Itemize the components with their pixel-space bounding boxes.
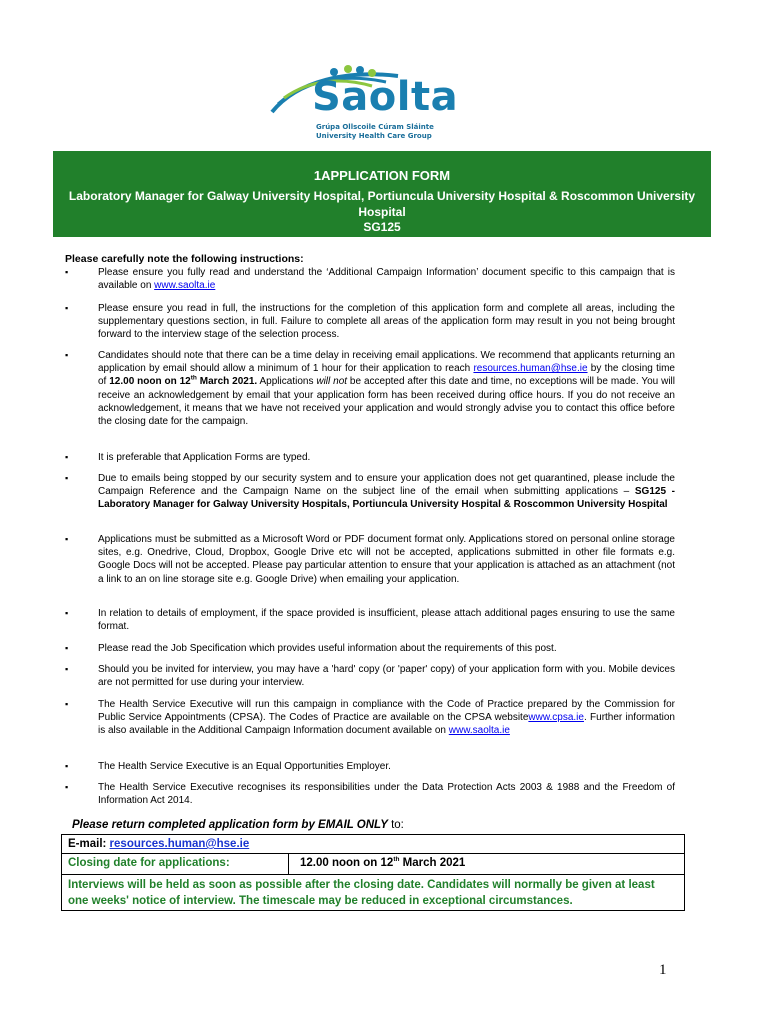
bullet-icon: ▪ [65, 761, 69, 771]
bullet-icon: ▪ [65, 303, 69, 313]
page-number: 1 [659, 962, 667, 978]
instruction-item: ▪ Should you be invited for interview, you may have a 'hard' copy (or 'paper' copy) of your application form with you. Mobile devices are not permitted for use during your interview. [65, 664, 675, 689]
saolta-link[interactable]: www.saolta.ie [154, 280, 216, 292]
bullet-icon: ▪ [65, 699, 69, 709]
bullet-icon: ▪ [65, 350, 69, 360]
saolta-logo [268, 62, 488, 144]
interview-note: Interviews will be held as soon as possible after the closing date. Candidates will normally be given at least one weeks' notice of interview. The timescale may be reduced in exceptional circumstances. [68, 879, 655, 907]
bullet-icon: ▪ [65, 534, 69, 544]
saolta-link[interactable]: www.saolta.ie [448, 725, 510, 737]
instruction-item: ▪ The Health Service Executive is an Equal Opportunities Employer. [65, 761, 391, 772]
instructions-heading: Please carefully note the following instructions: [65, 253, 304, 265]
bullet-icon: ▪ [65, 664, 69, 674]
closing-date-label: Closing date for applications: [68, 857, 230, 869]
instruction-item: ▪ Please ensure you fully read and understand the ‘Additional Campaign Information’ document specific to this campaign that is available on www.saolta.ie [65, 267, 675, 292]
bullet-icon: ▪ [65, 267, 69, 277]
cell-divider [288, 854, 289, 874]
bullet-icon: ▪ [65, 643, 69, 653]
closing-date-value: 12.00 noon on 12th March 2021 [300, 856, 466, 869]
logo-tagline-english: University Health Care Group [316, 132, 432, 140]
return-instruction: Please return completed application form by EMAIL ONLY to: [72, 819, 404, 831]
instruction-item: ▪ The Health Service Executive will run this campaign in compliance with the Code of Practice prepared by the Commission for Public Service Appointments (CPSA). The Codes of Practice are available on the CPSA websitewww.cpsa.ie. Further information is also available in the Additional Campaign Information document available on www.saolta.ie [65, 699, 675, 737]
instruction-item: ▪ The Health Service Executive recognises its responsibilities under the Data Protection Acts 2003 & 1988 and the Freedom of Information Act 2014. [65, 782, 675, 807]
job-title: Laboratory Manager for Galway University Hospital, Portiuncula University Hospital & Roscommon University Hospital [68, 189, 696, 219]
form-header [53, 151, 711, 237]
email-row: E-mail: resources.human@hse.ie [68, 838, 250, 850]
campaign-reference: SG125 [363, 220, 401, 234]
email-link[interactable]: resources.human@hse.ie [473, 363, 588, 375]
instruction-item: ▪ In relation to details of employment, if the space provided is insufficient, please attach additional pages ensuring to use the same format. [65, 608, 675, 633]
closing-date-row [62, 853, 684, 875]
submission-email-link[interactable]: resources.human@hse.ie [109, 838, 250, 850]
form-title: 1APPLICATION FORM [313, 168, 451, 183]
instruction-item: ▪ Please read the Job Specification which provides useful information about the requirements of this post. [65, 643, 557, 654]
cpsa-link[interactable]: www.cpsa.ie [528, 712, 584, 724]
instruction-item: ▪ Due to emails being stopped by our security system and to ensure your application does not get quarantined, please include the Campaign Reference and the Campaign Name on the subject line of the email when submitting applications – SG125 - Laboratory Manager for Galway University Hospitals, Portiuncula University Hospital & Roscommon University Hospital [65, 473, 676, 511]
bullet-icon: ▪ [65, 452, 69, 462]
bullet-icon: ▪ [65, 473, 69, 483]
logo-tagline-irish: Grúpa Ollscoile Cúram Sláinte [316, 123, 434, 131]
bullet-icon: ▪ [65, 608, 69, 618]
logo-wordmark: Saolta [312, 74, 459, 120]
bullet-icon: ▪ [65, 782, 69, 792]
instruction-item: ▪ Applications must be submitted as a Microsoft Word or PDF document format only. Applications stored on personal online storage sites, e.g. Onedrive, Cloud, Dropbox, Google Drive etc will not be accepted, applications submitted in other file formats e.g. Google Docs will not be accepted. Please pay particular attention to ensure that your application is attached as an attachment (not a link to an on line storage site e.g. Google Drive) when emailing your application. [65, 534, 675, 585]
instruction-item: ▪ It is preferable that Application Forms are typed. [65, 452, 311, 463]
submission-details-box [61, 834, 685, 911]
instruction-item: ▪ Candidates should note that there can be a time delay in receiving email applications. We recommend that applicants returning an application by email should allow a minimum of 1 hour for their application to reach resources.human@hse.ie by the closing time of 12.00 noon on 12th March 2021. Applications will not be accepted after this date and time, no exceptions will be made. You will receive an acknowledgement by email that your application form has been received during office hours. If you do not receive an acknowledgement, it means that we have not received your application and would strongly advise you to contact this office before the closing date for the campaign. [65, 350, 675, 428]
instruction-item: ▪ Please ensure you read in full, the instructions for the completion of this application form and complete all areas, including the supplementary questions section, in full. Failure to complete all areas of the application form may result in you not being brought forward to the interview stage of the selection process. [65, 303, 675, 341]
